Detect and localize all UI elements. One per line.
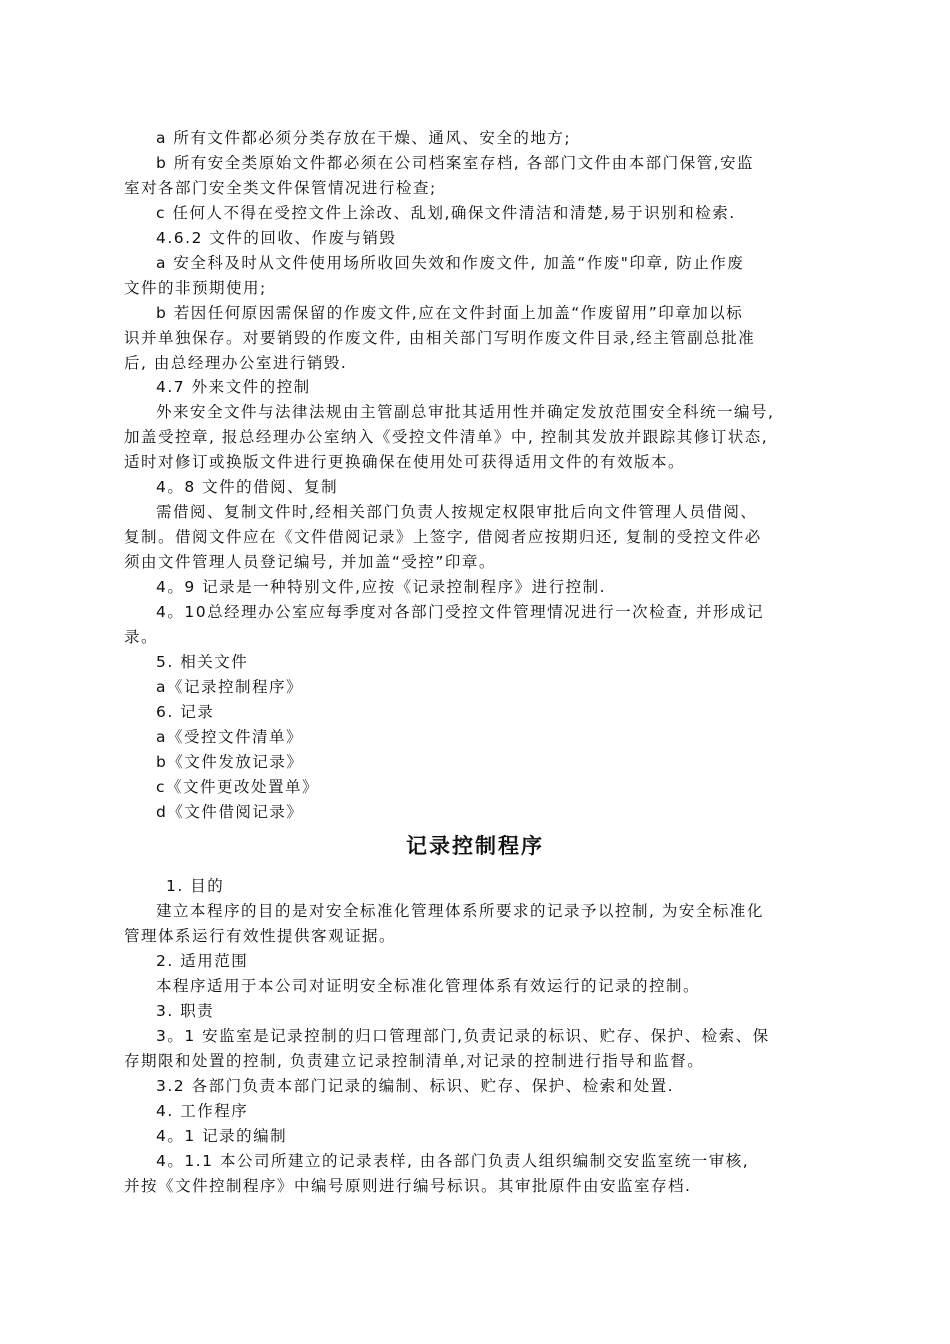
text-line: 室对各部门安全类文件保管情况进行检查; <box>124 179 437 197</box>
text-line: b 若因任何原因需保留的作废文件,应在文件封面上加盖“作废留用”印章加以标 <box>156 304 744 322</box>
text-line: 4。10总经理办公室应每季度对各部门受控文件管理情况进行一次检查, 并形成记 <box>156 603 764 621</box>
text-line: 存期限和处置的控制, 负责建立记录控制清单,对记录的控制进行指导和监督。 <box>124 1052 705 1070</box>
text-line: 须由文件管理人员登记编号, 并加盖“受控”印章。 <box>124 553 496 571</box>
list-item: b《文件发放记录》 <box>156 753 304 771</box>
text-line: 3.2 各部门负责本部门记录的编制、标识、贮存、保护、检索和处置. <box>156 1077 675 1095</box>
list-item: d《文件借阅记录》 <box>156 803 304 821</box>
section-heading: 3. 职责 <box>156 1002 215 1020</box>
section-heading: 4.6.2 文件的回收、作废与销毁 <box>156 229 397 247</box>
text-line: 3。1 安监室是记录控制的归口管理部门,负责记录的标识、贮存、保护、检索、保 <box>156 1027 770 1045</box>
text-line: a 安全科及时从文件使用场所收回失效和作废文件, 加盖“作废"印章, 防止作废 <box>156 254 745 272</box>
list-item: a《受控文件清单》 <box>156 728 303 746</box>
list-item: c《文件更改处置单》 <box>156 778 320 796</box>
text-line: b 所有安全类原始文件都必须在公司档案室存档, 各部门文件由本部门保管,安监 <box>156 154 755 172</box>
text-line: 文件的非预期使用; <box>124 279 267 297</box>
section-heading: 4.7 外来文件的控制 <box>156 378 311 396</box>
text-line: 录。 <box>124 628 159 646</box>
text-line: 4。1.1 本公司所建立的记录表样, 由各部门负责人组织编制交安监室统一审核, <box>156 1152 750 1170</box>
section-heading: 1. 目的 <box>166 877 225 895</box>
text-line: a 所有文件都必须分类存放在干燥、通风、安全的地方; <box>156 129 572 147</box>
section-heading: 5. 相关文件 <box>156 653 249 671</box>
text-line: 外来安全文件与法律法规由主管副总审批其适用性并确定发放范围安全科统一编号, <box>156 403 775 421</box>
section-heading: 4. 工作程序 <box>156 1102 249 1120</box>
text-line: 建立本程序的目的是对安全标准化管理体系所要求的记录予以控制, 为安全标准化 <box>156 902 764 920</box>
text-line: 后, 由总经理办公室进行销毁. <box>124 354 348 372</box>
section-heading: 4。1 记录的编制 <box>156 1127 288 1145</box>
section-heading: 6. 记录 <box>156 703 215 721</box>
text-line: 复制。借阅文件应在《文件借阅记录》上签字, 借阅者应按期归还, 复制的受控文件必 <box>124 528 762 546</box>
text-line: 需借阅、复制文件时,经相关部门负责人按规定权限审批后向文件管理人员借阅、 <box>156 503 758 521</box>
list-item: a《记录控制程序》 <box>156 678 303 696</box>
section-heading: 4。8 文件的借阅、复制 <box>156 478 339 496</box>
text-line: c 任何人不得在受控文件上涂改、乱划,确保文件清洁和清楚,易于识别和检索. <box>156 204 736 222</box>
section-heading: 2. 适用范围 <box>156 952 249 970</box>
text-line: 识并单独保存。对要销毁的作废文件, 由相关部门写明作废文件目录,经主管副总批准 <box>124 329 756 347</box>
text-line: 本程序适用于本公司对证明安全标准化管理体系有效运行的记录的控制。 <box>156 977 701 995</box>
text-line: 加盖受控章, 报总经理办公室纳入《受控文件清单》中, 控制其发放并跟踪其修订状态, <box>124 428 769 446</box>
text-line: 管理体系运行有效性提供客观证据。 <box>124 927 397 945</box>
document-title: 记录控制程序 <box>406 834 544 858</box>
text-line: 适时对修订或换版文件进行更换确保在使用处可获得适用文件的有效版本。 <box>124 453 686 471</box>
text-line: 并按《文件控制程序》中编号原则进行编号标识。其审批原件由安监室存档. <box>124 1177 692 1195</box>
text-line: 4。9 记录是一种特别文件,应按《记录控制程序》进行控制. <box>156 578 607 596</box>
